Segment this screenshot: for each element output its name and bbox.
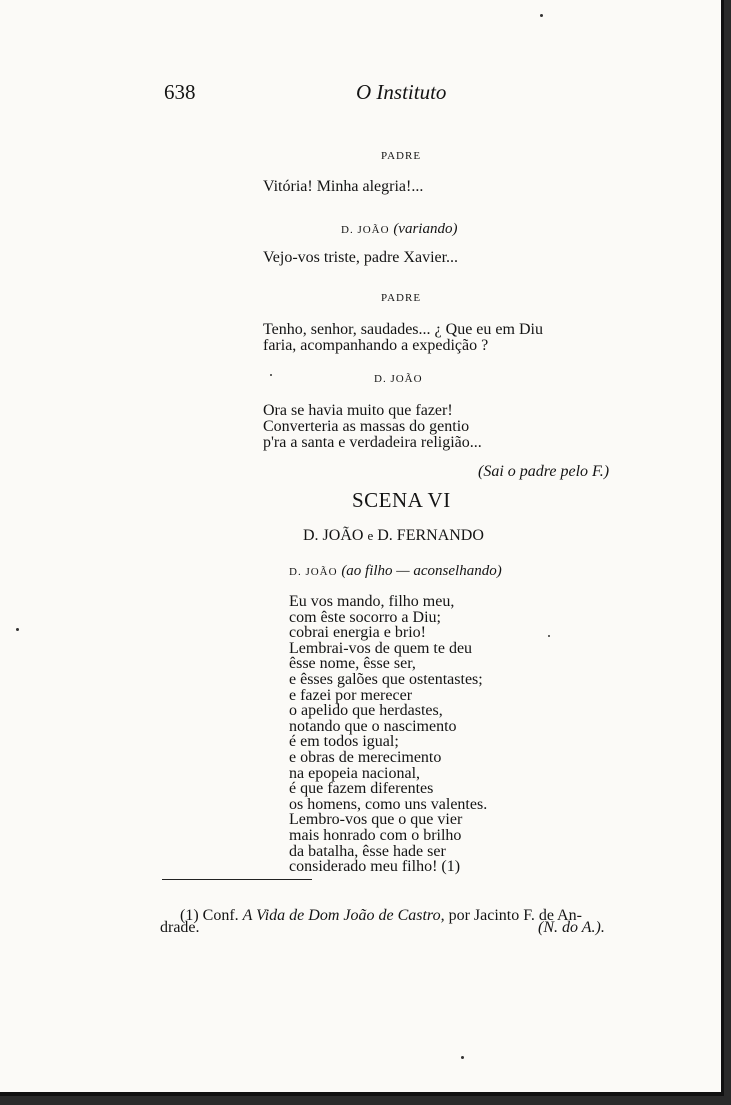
character-name: D. FERNANDO: [377, 527, 484, 544]
scan-speck: [540, 14, 543, 17]
speaker-name: D. JOÃO: [374, 373, 423, 385]
verse-line: e fazei por merecer: [289, 686, 413, 704]
speaker-heading: [289, 563, 502, 580]
verse-line: da batalha, êsse hade ser: [289, 842, 446, 860]
verse-line: êsse nome, êsse ser,: [289, 655, 416, 673]
dialogue-line: Converteria as massas do gentio: [263, 418, 470, 435]
speaker-heading: [341, 221, 457, 238]
scene-title: SCENA VI: [352, 488, 451, 512]
scene-characters: [303, 527, 484, 545]
dialogue-line: faria, acompanhando a expedição ?: [263, 337, 489, 354]
journal-title: O Instituto: [356, 80, 447, 104]
verse-line: e obras de merecimento: [289, 748, 442, 766]
footnote-marker: (1): [180, 907, 199, 924]
verse-line: os homens, como uns valentes.: [289, 795, 488, 813]
character-name: D. JOÃO: [303, 527, 364, 544]
scan-speck: [461, 1056, 464, 1059]
verse-line: na epopeia nacional,: [289, 764, 421, 782]
verse-line: e êsses galões que ostentastes;: [289, 670, 483, 688]
footnote-rule: [162, 879, 312, 880]
verse-line: Lembro-vos que o que vier: [289, 811, 463, 829]
exit-stage-direction: (Sai o padre pelo F.): [478, 463, 610, 480]
footnote-book-title: A Vida de Dom João de Castro,: [242, 907, 445, 924]
footnote-continuation: drade.: [160, 919, 200, 936]
scan-speck: [16, 628, 19, 631]
dialogue-line: Vitória! Minha alegria!...: [263, 178, 424, 195]
scan-speck: [548, 635, 550, 637]
verse-line: com êste socorro a Diu;: [289, 608, 441, 626]
verse-block: [289, 594, 487, 875]
speaker-name: PADRE: [381, 150, 422, 162]
verse-line: mais honrado com o brilho: [289, 826, 462, 844]
page-number: 638: [164, 80, 196, 104]
dialogue-line: Vejo-vos triste, padre Xavier...: [263, 249, 459, 266]
verse-line: considerado meu filho! (1): [289, 858, 461, 876]
verse-line: é que fazem diferentes: [289, 780, 434, 798]
verse-line: cobrai energia e brio!: [289, 624, 426, 642]
stage-direction: (ao filho — aconselhando): [341, 563, 502, 579]
conjunction: e: [367, 528, 374, 543]
scan-speck: [270, 374, 272, 376]
verse-line: Eu vos mando, filho meu,: [289, 593, 455, 610]
footnote-text: por Jacinto F. de An-: [448, 907, 582, 924]
footnote-text: Conf.: [202, 907, 239, 924]
verse-line: Lembrai-vos de quem te deu: [289, 639, 473, 657]
verse-line: notando que o nascimento: [289, 717, 457, 735]
verse-line: o apelido que herdastes,: [289, 702, 443, 720]
footnote-credit: (N. do A.).: [538, 919, 605, 936]
dialogue-line: p'ra a santa e verdadeira religião...: [263, 434, 482, 451]
verse-line: é em todos igual;: [289, 733, 399, 751]
speaker-name: D. JOÃO: [341, 224, 390, 236]
dialogue-line: Tenho, senhor, saudades... ¿ Que eu em Diu: [263, 321, 543, 338]
stage-direction: (variando): [393, 221, 458, 237]
footnote: [180, 907, 582, 924]
dialogue-line: Ora se havia muito que fazer!: [263, 402, 453, 419]
speaker-name: D. JOÃO: [289, 566, 338, 578]
speaker-name: PADRE: [381, 292, 422, 304]
